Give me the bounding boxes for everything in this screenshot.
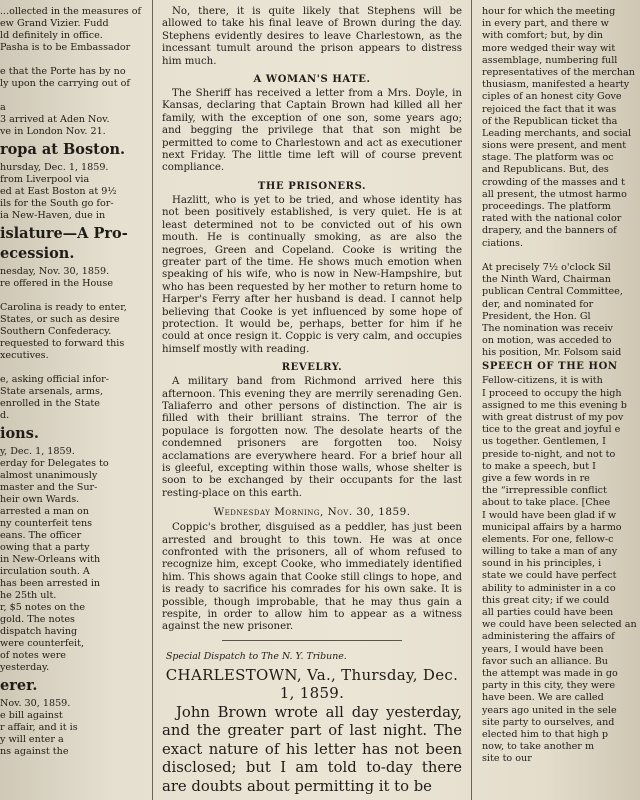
- section-title-revelry: REVELRY.: [281, 362, 343, 374]
- section-title-womans-hate: A WOMAN'S HATE.: [253, 74, 371, 86]
- text-line: e that the Porte has by no: [0, 66, 126, 77]
- text-line: hour for which the meeting: [482, 6, 616, 17]
- text-line: ed at East Boston at 9½: [0, 186, 117, 197]
- text-line: ly upon the carrying out of: [0, 78, 130, 89]
- text-line: in New-Orleans with: [0, 554, 101, 565]
- text-line: dispatch having: [0, 626, 78, 637]
- text-line: representatives of the merchan: [482, 66, 635, 78]
- text-line: this great city; if we could: [482, 594, 610, 606]
- section-divider: [222, 640, 402, 641]
- text-line: e bill against: [0, 710, 63, 721]
- left-lines-4: [0, 446, 144, 674]
- left-column: [0, 0, 148, 800]
- right-column: [476, 0, 640, 800]
- left-lines-2: [0, 162, 144, 222]
- text-line: Nov. 30, 1859.: [0, 698, 71, 709]
- text-line: ability to administer in a co: [482, 582, 616, 594]
- text-line: I would have been glad if w: [482, 509, 617, 521]
- right-lines: [482, 6, 640, 359]
- text-line: of notes were: [0, 650, 66, 661]
- text-line: ew Grand Vizier. Fudd: [0, 18, 109, 29]
- text-line: The nomination was receiv: [482, 322, 613, 334]
- text-line: sound in his principles, i: [482, 558, 602, 570]
- text-line: Leading merchants, and social: [482, 127, 632, 139]
- text-line: ils for the South go for-: [0, 198, 114, 209]
- dispatch-dateline: CHARLESTOWN, Va., Thursday, Dec. 1, 1859.: [165, 665, 459, 702]
- text-line: give a few words in re: [482, 472, 590, 484]
- left-heading-2b: ecession.: [0, 245, 75, 262]
- text-line: y will enter a: [0, 734, 64, 745]
- text-line: nesday, Nov. 30, 1859.: [0, 266, 110, 277]
- text-line: At precisely 7½ o'clock Sil: [482, 261, 611, 273]
- text-line: owing that a party: [0, 542, 90, 553]
- text-line: of the Republican ticket tha: [482, 115, 618, 127]
- text-line: have been. We are called: [482, 692, 604, 704]
- text-line: more wedged their way wit: [482, 42, 616, 54]
- text-line: Pasha is to be Embassador: [0, 42, 131, 53]
- text-line: a: [0, 102, 6, 113]
- text-line: erday for Delegates to: [0, 458, 109, 469]
- text-line: administering the affairs of: [482, 631, 615, 643]
- text-line: now, to take another m: [482, 741, 595, 753]
- text-line: us together. Gentlemen, I: [482, 436, 606, 448]
- text-line: gold. The notes: [0, 614, 75, 625]
- text-line: irculation south. A: [0, 566, 90, 577]
- text-line: [482, 250, 640, 262]
- text-line: favor such an alliance. Bu: [482, 655, 608, 667]
- text-line: eans. The officer: [0, 530, 82, 541]
- text-line: elements. For one, fellow-c: [482, 533, 614, 545]
- left-lines-5: [0, 698, 144, 758]
- text-line: tice to the great and joyful e: [482, 424, 621, 436]
- text-line: [0, 54, 144, 66]
- text-line: and Republicans. But, des: [482, 164, 609, 176]
- text-line: Carolina is ready to enter,: [0, 302, 127, 313]
- speech-lines: [482, 375, 640, 765]
- dateline-wednesday: Wednesday Morning, Nov. 30, 1859.: [213, 506, 411, 519]
- text-line: the Ninth Ward, Chairman: [482, 274, 611, 286]
- column-rule-left: [152, 0, 153, 800]
- text-line: drapery, and the banners of: [482, 225, 617, 237]
- text-line: has been arrested in: [0, 578, 101, 589]
- text-line: yesterday.: [0, 662, 50, 673]
- text-line: ciples of an honest city Gove: [482, 91, 622, 103]
- text-line: heir own Wards.: [0, 494, 80, 505]
- section-text-womans-hate: The Sheriff has received a letter from a Mrs. Doyle, in Kansas, declaring that Captain Brown had killed all her family, with the exception of one son, some years ago; and begging the privilege that that son might be permitted to come to Charlestown and act as executioner next Friday. The little time left will of course prevent compliance.: [162, 88, 462, 174]
- text-line: all present, the utmost harmo: [482, 188, 627, 200]
- section-title-prisoners: THE PRISONERS.: [257, 180, 367, 192]
- text-line: [0, 290, 144, 302]
- text-line: proceedings. The platform: [482, 201, 611, 212]
- text-line: ia New-Haven, due in: [0, 210, 106, 221]
- dispatch-label: Special Dispatch to The N. Y. Tribune.: [166, 650, 347, 662]
- text-line: President, the Hon. Gl: [482, 310, 591, 322]
- text-line: state we could have perfect: [482, 570, 617, 582]
- text-line: with comfort; but, by din: [482, 30, 603, 42]
- left-lines-3: [0, 266, 144, 422]
- text-line: years, I would have been: [482, 643, 604, 655]
- left-heading-3: ions.: [0, 425, 39, 442]
- text-line: der, and nominated for: [482, 298, 594, 310]
- text-line: ny counterfeit tens: [0, 518, 93, 529]
- text-line: with great distrust of my pov: [482, 412, 624, 423]
- text-line: site to our: [482, 753, 532, 765]
- text-line: willing to take a man of any: [482, 546, 618, 558]
- text-line: requested to forward this: [0, 338, 125, 349]
- text-line: to make a speech, but I: [482, 460, 596, 472]
- text-line: y, Dec. 1, 1859.: [0, 446, 75, 457]
- text-line: he 25th ult.: [0, 590, 57, 601]
- text-line: ns against the: [0, 746, 69, 757]
- left-heading-2: islature—A Pro-: [0, 225, 128, 242]
- text-line: sions were present, and ment: [482, 140, 627, 152]
- text-line: ciations.: [482, 237, 524, 249]
- section-text-coppic-brother: Coppic's brother, disguised as a peddler, has just been arrested and brought to this town. He was at once confronted with the prisoners, all of whom refused to recognize him, except Cooke, who immediately identified him. This shows again that Cooke still clings to hope, and is ready to sacrifice his comrades for his own sake. It is possible, though improbable, that he may thus gain a respite, in order to allow him to appear as a witness against the new prisoner.: [162, 522, 462, 633]
- section-text-prisoners: Hazlitt, who is yet to be tried, and whose identity has not been positively established, is very quiet. He is at least determined not to be convicted out of his own mouth. He is continually smoking, as are also the negroes, Green and Copeland. Cooke is writing the greater part of the time. He shows much emotion when speaking of his wife, who is now in New-Hampshire, but who has been requested by her mother to return home to Harper's Ferry after her husband is dead. I cannot help believing that Cooke is yet influenced by some hope of protection. It would be, perhaps, better for him if he could at once resign it. Coppic is very calm, and occupies himself mostly with reading.: [162, 194, 462, 355]
- text-line: State arsenals, arms,: [0, 386, 104, 397]
- text-line: arrested a man on: [0, 506, 89, 517]
- text-line: crowding of the masses and t: [482, 176, 625, 188]
- text-line: municipal affairs by a harmo: [482, 521, 622, 533]
- text-line: Fellow-citizens, it is with: [482, 375, 603, 387]
- text-line: the attempt was made in go: [482, 667, 618, 679]
- text-line: d.: [0, 410, 10, 421]
- dispatch-text: John Brown wrote all day yesterday, and the greater part of last night. The exact nature of his letter has not been disclosed; but I am told to-day there are doubts about permitting it to be: [162, 703, 462, 795]
- text-line: ...ollected in the measures of: [0, 6, 142, 17]
- text-line: States, or such as desire: [0, 314, 120, 325]
- text-line: almost unanimously: [0, 470, 98, 481]
- text-line: [0, 362, 144, 374]
- left-lines-top: [0, 6, 144, 138]
- text-line: elected him to that high p: [482, 728, 609, 740]
- text-line: enrolled in the State: [0, 398, 100, 409]
- text-line: Southern Confederacy.: [0, 326, 112, 337]
- text-line: preside to-night, and not to: [482, 448, 616, 460]
- text-line: his position, Mr. Folsom said: [482, 347, 622, 359]
- text-line: rated with the national color: [482, 213, 622, 225]
- middle-column: [156, 0, 466, 800]
- text-line: all parties could have been: [482, 607, 614, 618]
- text-line: thusiasm, manifested a hearty: [482, 79, 630, 91]
- text-line: master and the Sur-: [0, 482, 98, 493]
- text-line: from Liverpool via: [0, 174, 90, 185]
- text-line: the “irrepressible conflict: [482, 485, 607, 497]
- text-line: assemblage, numbering full: [482, 54, 618, 66]
- speech-title: SPEECH OF THE HON: [482, 361, 618, 373]
- text-line: in every part, and there w: [482, 18, 609, 30]
- text-line: stage. The platform was oc: [482, 152, 614, 164]
- text-line: site party to ourselves, and: [482, 716, 615, 728]
- text-line: were counterfeit,: [0, 638, 85, 649]
- text-line: publican Central Committee,: [482, 286, 623, 298]
- text-line: ve in London Nov. 21.: [0, 126, 106, 137]
- text-line: e, asking official infor-: [0, 374, 110, 385]
- text-line: r, $5 notes on the: [0, 602, 86, 613]
- text-line: assigned to me this evening b: [482, 399, 627, 411]
- text-line: r affair, and it is: [0, 722, 78, 733]
- text-line: 3 arrived at Aden Nov.: [0, 114, 110, 125]
- column-rule-right: [471, 0, 472, 800]
- left-heading-4: erer.: [0, 677, 38, 694]
- intro-paragraph: No, there, it is quite likely that Stephens will be allowed to take his final leave of Brown during the day. Stephens evidently desires to leave Charlestown, as the incessant tumult around the prison appears to distress him much.: [162, 6, 462, 67]
- text-line: ld definitely in office.: [0, 30, 103, 41]
- left-heading-1: ropa at Boston.: [0, 141, 126, 158]
- text-line: [0, 90, 144, 102]
- text-line: on motion, was acceded to: [482, 335, 612, 347]
- text-line: I proceed to occupy the high: [482, 387, 622, 399]
- text-line: about to take place. [Chee: [482, 497, 611, 509]
- text-line: party in this city, they were: [482, 680, 616, 692]
- section-text-revelry: A military band from Richmond arrived here this afternoon. This evening they are merrily serenading Gen. Taliaferro and other persons of distinction. The air is filled with their brilliant strains. The terror of the populace is forgotten now. The desolate hearts of the condemned prisoners are forgotten too. Noisy acclamations are everywhere heard. For a brief hour all is gleeful, excepting within those walls, whose shelter is soon to be exchanged by their occupants for the last resting-place on this earth.: [162, 376, 462, 499]
- text-line: hursday, Dec. 1, 1859.: [0, 162, 109, 173]
- text-line: years ago united in the sele: [482, 704, 617, 716]
- text-line: re offered in the House: [0, 278, 114, 289]
- text-line: rejoiced the fact that it was: [482, 103, 617, 115]
- text-line: we could have been selected an: [482, 619, 637, 631]
- text-line: xecutives.: [0, 350, 49, 361]
